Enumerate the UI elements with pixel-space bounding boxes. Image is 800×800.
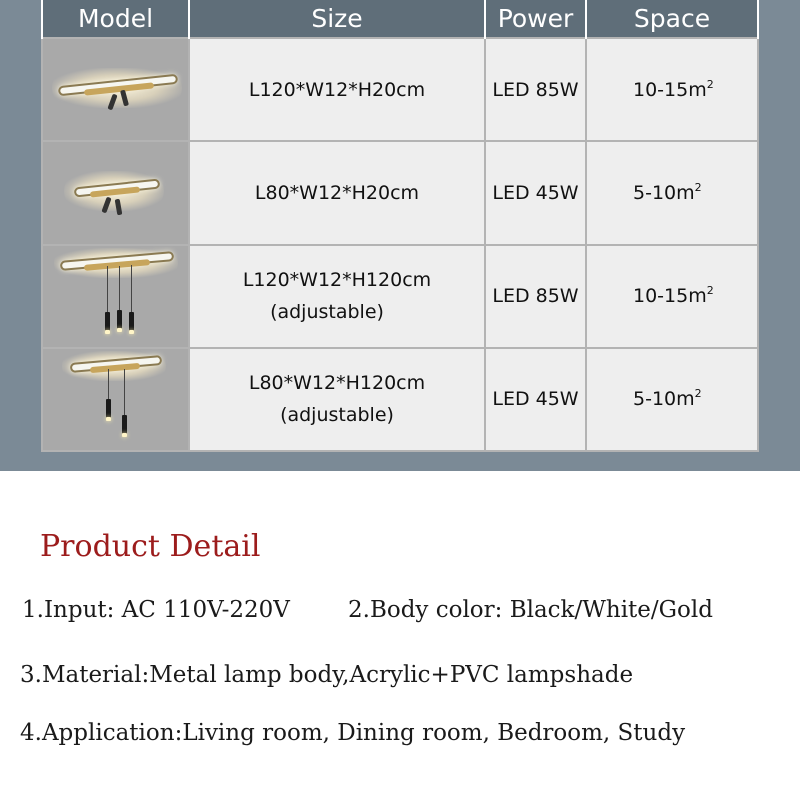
size-cell (189, 245, 485, 348)
header-space: Space (586, 0, 758, 38)
size-value: L80*W12*H20cm (254, 181, 420, 204)
space-value: 10-15m (633, 285, 707, 308)
detail-material: 3.Material:Metal lamp body,Acrylic+PVC lampshade (20, 662, 634, 688)
section-title: Product Detail (40, 529, 261, 564)
size-cell (189, 38, 485, 141)
header-model: Model (42, 0, 189, 38)
space-exponent: 2 (694, 387, 702, 401)
pendant-lamp-two-icon (44, 349, 187, 449)
spec-table (41, 0, 759, 452)
size-note: (adjustable) (270, 301, 384, 324)
size-value: L80*W12*H120cm (248, 372, 426, 395)
size-value: L120*W12*H20cm (248, 78, 426, 101)
power-cell: LED 85W (485, 38, 586, 141)
table-row (42, 38, 758, 141)
space-value: 5-10m (633, 181, 695, 204)
space-value: 10-15m (633, 78, 707, 101)
model-cell (42, 245, 189, 348)
size-note: (adjustable) (280, 404, 394, 427)
power-cell: LED 85W (485, 245, 586, 348)
table-row (42, 141, 758, 244)
detail-application: 4.Application:Living room, Dining room, Bedroom, Study (20, 720, 686, 746)
space-cell (586, 245, 758, 348)
ceiling-lamp-long-icon (44, 40, 187, 140)
power-cell: LED 45W (485, 348, 586, 451)
space-exponent: 2 (706, 77, 714, 91)
model-cell (42, 348, 189, 451)
pendant-lamp-three-icon (44, 246, 187, 346)
power-cell: LED 45W (485, 141, 586, 244)
space-cell (586, 38, 758, 141)
table-row (42, 348, 758, 451)
header-size: Size (189, 0, 485, 38)
space-exponent: 2 (706, 284, 714, 298)
size-cell (189, 348, 485, 451)
size-cell (189, 141, 485, 244)
header-power: Power (485, 0, 586, 38)
detail-input: 1.Input: AC 110V-220V (22, 597, 290, 623)
detail-body-color: 2.Body color: Black/White/Gold (348, 597, 713, 623)
space-exponent: 2 (694, 180, 702, 194)
size-value: L120*W12*H120cm (242, 269, 432, 292)
space-cell (586, 348, 758, 451)
model-cell (42, 38, 189, 141)
table-header-row (42, 0, 758, 38)
space-cell (586, 141, 758, 244)
table-row (42, 245, 758, 348)
ceiling-lamp-short-icon (44, 143, 187, 243)
model-cell (42, 141, 189, 244)
space-value: 5-10m (633, 388, 695, 411)
